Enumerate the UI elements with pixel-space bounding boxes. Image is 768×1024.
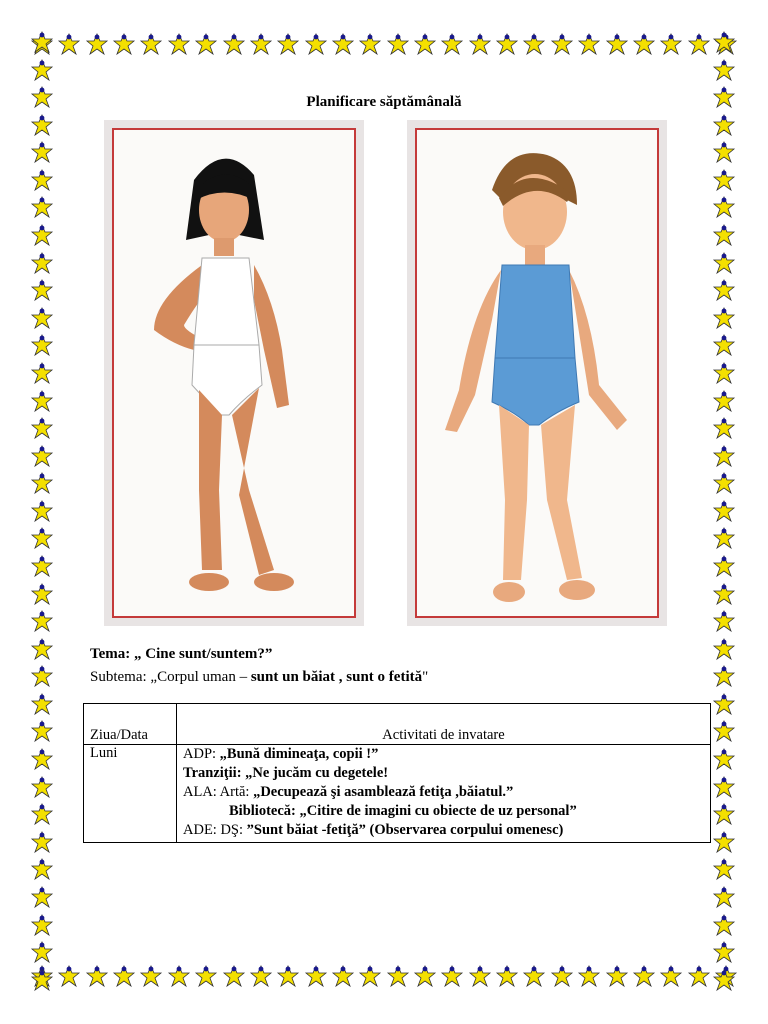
star-figure-icon [712,416,736,442]
star-figure-icon [712,692,736,718]
star-figure-icon [386,964,410,990]
activity-text: „Ne jucăm cu degetele! [245,765,389,781]
star-figure-icon [659,964,683,990]
star-figure-icon [440,964,464,990]
tema-label: Tema: [90,646,131,662]
tema-line [90,646,272,663]
star-figure-icon [712,140,736,166]
star-figure-icon [30,389,54,415]
star-figure-icon [30,195,54,221]
star-figure-icon [605,964,629,990]
star-figure-icon [304,964,328,990]
star-figure-icon [304,32,328,58]
star-figure-icon [712,664,736,690]
star-figure-icon [30,940,54,966]
star-figure-icon [712,471,736,497]
star-figure-icon [577,32,601,58]
star-figure-icon [30,968,54,994]
table-row [84,745,711,843]
star-figure-icon [440,32,464,58]
star-figure-icon [712,609,736,635]
star-figure-icon [30,526,54,552]
star-figure-icon [85,32,109,58]
header-activities: Activitati de invatare [177,704,711,745]
star-figure-icon [712,719,736,745]
star-figure-icon [522,964,546,990]
star-figure-icon [30,333,54,359]
activity-prefix: ADP: [183,746,220,762]
star-figure-icon [712,582,736,608]
activity-text: „Citire de imagini cu obiecte de uz personal” [299,803,577,819]
star-figure-icon [712,885,736,911]
star-figure-icon [712,113,736,139]
star-figure-icon [30,554,54,580]
star-figure-icon [413,32,437,58]
star-figure-icon [30,251,54,277]
activity-line [183,764,704,783]
star-figure-icon [30,830,54,856]
subtema-bold-value: sunt un băiat , sunt o fetită [250,669,423,685]
star-figure-icon [112,32,136,58]
activity-prefix: Bibliotecă: [229,803,300,819]
star-figure-icon [30,361,54,387]
star-figure-icon [249,32,273,58]
star-figure-icon [139,964,163,990]
star-figure-icon [112,964,136,990]
star-figure-icon [495,964,519,990]
border-right [712,30,740,994]
star-figure-icon [30,168,54,194]
star-figure-icon [276,964,300,990]
star-figure-icon [495,32,519,58]
star-figure-icon [712,444,736,470]
star-figure-icon [386,32,410,58]
activity-prefix: ADE: DŞ: [183,822,247,838]
border-left [30,30,58,994]
star-figure-icon [712,278,736,304]
star-figure-icon [30,113,54,139]
star-figure-icon [468,964,492,990]
star-figure-icon [30,471,54,497]
star-figure-icon [30,278,54,304]
star-figure-icon [30,444,54,470]
star-figure-icon [577,964,601,990]
star-figure-icon [687,964,711,990]
star-figure-icon [712,857,736,883]
star-figure-icon [331,32,355,58]
star-figure-icon [30,416,54,442]
star-figure-icon [30,747,54,773]
star-figure-icon [139,32,163,58]
star-figure-icon [712,747,736,773]
activity-line [183,821,704,840]
star-figure-icon [276,32,300,58]
star-figure-icon [712,58,736,84]
star-figure-icon [30,857,54,883]
star-figure-icon [30,692,54,718]
star-figure-icon [30,30,54,56]
star-figure-icon [30,719,54,745]
star-figure-icon [30,913,54,939]
star-figure-icon [522,32,546,58]
star-figure-icon [712,554,736,580]
star-figure-icon [30,885,54,911]
star-figure-icon [30,499,54,525]
table-header-row [84,704,711,745]
boy-illustration-icon [417,130,657,616]
star-figure-icon [605,32,629,58]
star-figure-icon [712,802,736,828]
star-figure-icon [712,526,736,552]
subtema-label: Subtema: [90,669,151,685]
star-figure-icon [550,32,574,58]
star-figure-icon [194,32,218,58]
star-figure-icon [712,775,736,801]
star-figure-icon [712,361,736,387]
star-figure-icon [468,32,492,58]
star-figure-icon [712,168,736,194]
star-figure-icon [712,389,736,415]
star-figure-icon [712,968,736,994]
girl-illustration-icon [114,130,354,616]
star-figure-icon [712,223,736,249]
activity-prefix: ALA: Artă: [183,784,254,800]
row-activities [177,745,711,843]
star-figure-icon [30,775,54,801]
subtema-end: " [422,669,429,685]
star-figure-icon [331,964,355,990]
star-figure-icon [30,223,54,249]
star-figure-icon [222,964,246,990]
star-figure-icon [30,609,54,635]
star-figure-icon [413,964,437,990]
star-figure-icon [358,32,382,58]
star-figure-icon [550,964,574,990]
star-figure-icon [57,32,81,58]
star-figure-icon [712,251,736,277]
star-figure-icon [30,637,54,663]
boy-image-panel [407,120,667,626]
subtema-value: „Corpul uman – [150,669,251,685]
star-figure-icon [30,664,54,690]
activity-text: „Decupează şi asamblează fetiţa ,băiatul.” [253,784,514,800]
star-figure-icon [712,195,736,221]
star-figure-icon [222,32,246,58]
star-figure-icon [167,32,191,58]
star-figure-icon [30,582,54,608]
header-day: Ziua/Data [84,704,177,745]
subtema-line [90,669,428,686]
star-figure-icon [659,32,683,58]
star-figure-icon [712,940,736,966]
girl-image-panel [104,120,364,626]
star-figure-icon [358,964,382,990]
star-figure-icon [30,140,54,166]
border-bottom [30,964,738,992]
star-figure-icon [712,637,736,663]
activity-prefix: Tranziţii: [183,765,246,781]
star-figure-icon [712,830,736,856]
activity-line [183,745,704,764]
activity-line [183,802,704,821]
star-figure-icon [194,964,218,990]
star-figure-icon [712,499,736,525]
star-figure-icon [167,964,191,990]
star-figure-icon [249,964,273,990]
star-figure-icon [30,58,54,84]
star-figure-icon [632,32,656,58]
star-figure-icon [712,306,736,332]
star-figure-icon [712,333,736,359]
activity-text: „Bună dimineaţa, copii !” [219,746,379,762]
activity-text: ”Sunt băiat -fetiţă” (Observarea corpului omenesc) [246,822,564,838]
star-figure-icon [57,964,81,990]
star-figure-icon [30,802,54,828]
star-figure-icon [85,964,109,990]
activities-table [83,703,711,843]
page-title: Planificare săptămânală [306,94,462,110]
tema-value: „ Cine sunt/suntem?” [130,646,273,662]
border-top [30,32,738,60]
star-figure-icon [712,913,736,939]
star-figure-icon [632,964,656,990]
row-day: Luni [84,745,177,843]
activity-line [183,783,704,802]
star-figure-icon [687,32,711,58]
star-figure-icon [30,306,54,332]
star-figure-icon [712,30,736,56]
